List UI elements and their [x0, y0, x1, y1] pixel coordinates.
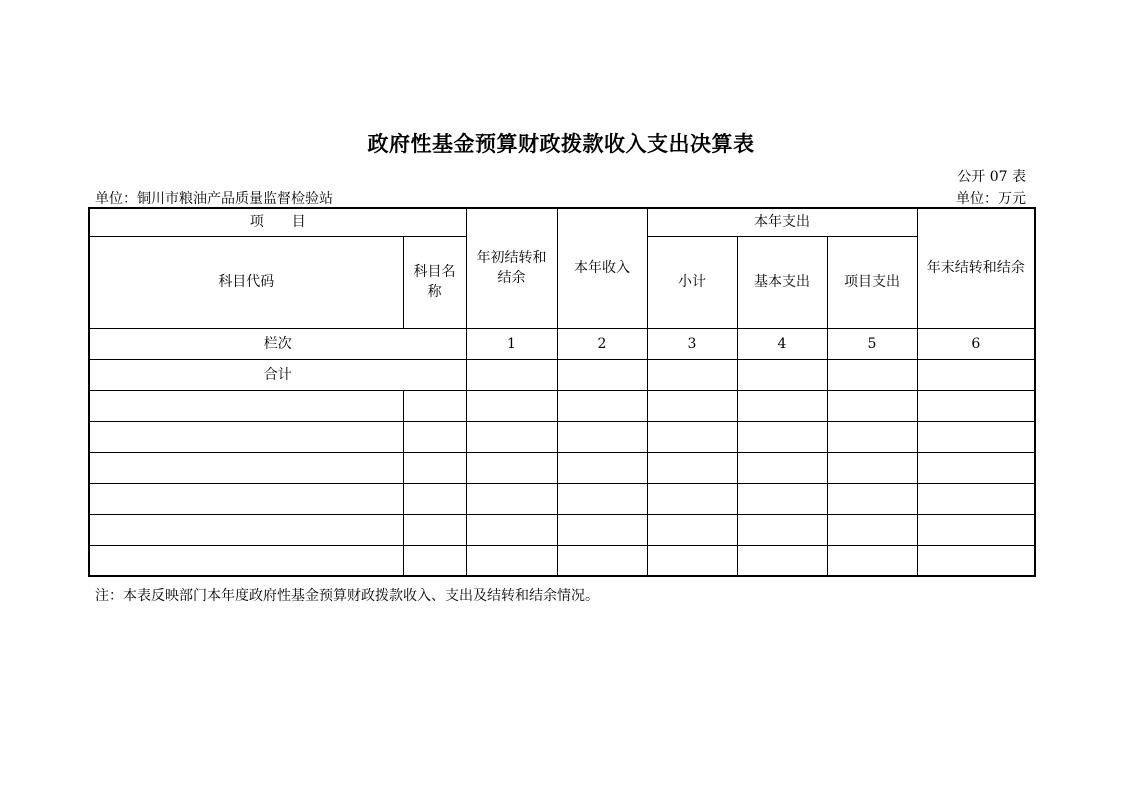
table-cell [647, 421, 737, 452]
total-row [89, 359, 1035, 390]
table-cell [466, 514, 557, 545]
subject-code-cell [89, 390, 403, 421]
unit-organization: 单位：铜川市粮油产品质量监督检验站 [95, 191, 333, 207]
table-row [89, 545, 1035, 576]
table-cell [647, 545, 737, 576]
subject-name-cell [403, 421, 466, 452]
column-index-cell: 3 [647, 328, 737, 359]
table-row [89, 514, 1035, 545]
column-index-label: 栏次 [89, 328, 466, 359]
table-row [89, 452, 1035, 483]
subject-code-cell [89, 483, 403, 514]
subject-code-cell [89, 421, 403, 452]
current-expense-header: 本年支出 [647, 208, 917, 236]
unit-currency: 单位：万元 [956, 191, 1026, 207]
table-cell [827, 359, 917, 390]
project-expense-header: 项目支出 [827, 236, 917, 328]
budget-table [88, 207, 1036, 577]
table-cell [557, 514, 647, 545]
table-cell [737, 514, 827, 545]
table-cell [917, 390, 1035, 421]
table-row [89, 483, 1035, 514]
table-cell [557, 545, 647, 576]
column-index-cell: 1 [466, 328, 557, 359]
table-cell [466, 483, 557, 514]
table-cell [466, 390, 557, 421]
subject-name-cell [403, 514, 466, 545]
table-cell [917, 545, 1035, 576]
closing-balance-header: 年末结转和结余 [917, 208, 1035, 328]
table-cell [827, 452, 917, 483]
table-cell [557, 421, 647, 452]
table-cell [917, 452, 1035, 483]
current-income-header: 本年收入 [557, 208, 647, 328]
subject-name-cell [403, 452, 466, 483]
table-cell [466, 359, 557, 390]
subject-name-cell [403, 483, 466, 514]
table-cell [647, 452, 737, 483]
basic-expense-header: 基本支出 [737, 236, 827, 328]
subject-code-cell [89, 545, 403, 576]
footnote: 注：本表反映部门本年度政府性基金预算财政拨款收入、支出及结转和结余情况。 [95, 588, 599, 604]
subject-name-header: 科目名称 [403, 236, 466, 328]
table-cell [827, 545, 917, 576]
subject-code-cell [89, 514, 403, 545]
table-cell [466, 545, 557, 576]
table-cell [737, 545, 827, 576]
table-cell [827, 514, 917, 545]
table-cell [917, 359, 1035, 390]
table-cell [827, 483, 917, 514]
subject-code-header: 科目代码 [89, 236, 403, 328]
column-index-cell: 2 [557, 328, 647, 359]
table-row [89, 390, 1035, 421]
table-cell [827, 390, 917, 421]
form-number: 公开 07 表 [957, 169, 1026, 185]
table-cell [737, 483, 827, 514]
table-row [89, 421, 1035, 452]
table-cell [557, 483, 647, 514]
table-cell [737, 359, 827, 390]
table-cell [737, 390, 827, 421]
table-cell [917, 483, 1035, 514]
table-cell [557, 390, 647, 421]
header-row-1 [89, 208, 1035, 236]
subject-name-cell [403, 390, 466, 421]
item-header: 项 目 [89, 208, 466, 236]
column-index-row [89, 328, 1035, 359]
table-cell [466, 452, 557, 483]
table-cell [647, 359, 737, 390]
table-cell [647, 514, 737, 545]
column-index-cell: 4 [737, 328, 827, 359]
table-cell [737, 452, 827, 483]
column-index-cell: 6 [917, 328, 1035, 359]
table-cell [466, 421, 557, 452]
subtotal-header: 小计 [647, 236, 737, 328]
page-title: 政府性基金预算财政拨款收入支出决算表 [367, 132, 755, 156]
subject-code-cell [89, 452, 403, 483]
total-label: 合计 [89, 359, 466, 390]
table-cell [917, 514, 1035, 545]
column-index-cell: 5 [827, 328, 917, 359]
table-cell [737, 421, 827, 452]
table-cell [647, 390, 737, 421]
table-cell [557, 359, 647, 390]
opening-balance-header: 年初结转和结余 [466, 208, 557, 328]
table-cell [557, 452, 647, 483]
table-cell [827, 421, 917, 452]
subject-name-cell [403, 545, 466, 576]
table-cell [647, 483, 737, 514]
table-cell [917, 421, 1035, 452]
